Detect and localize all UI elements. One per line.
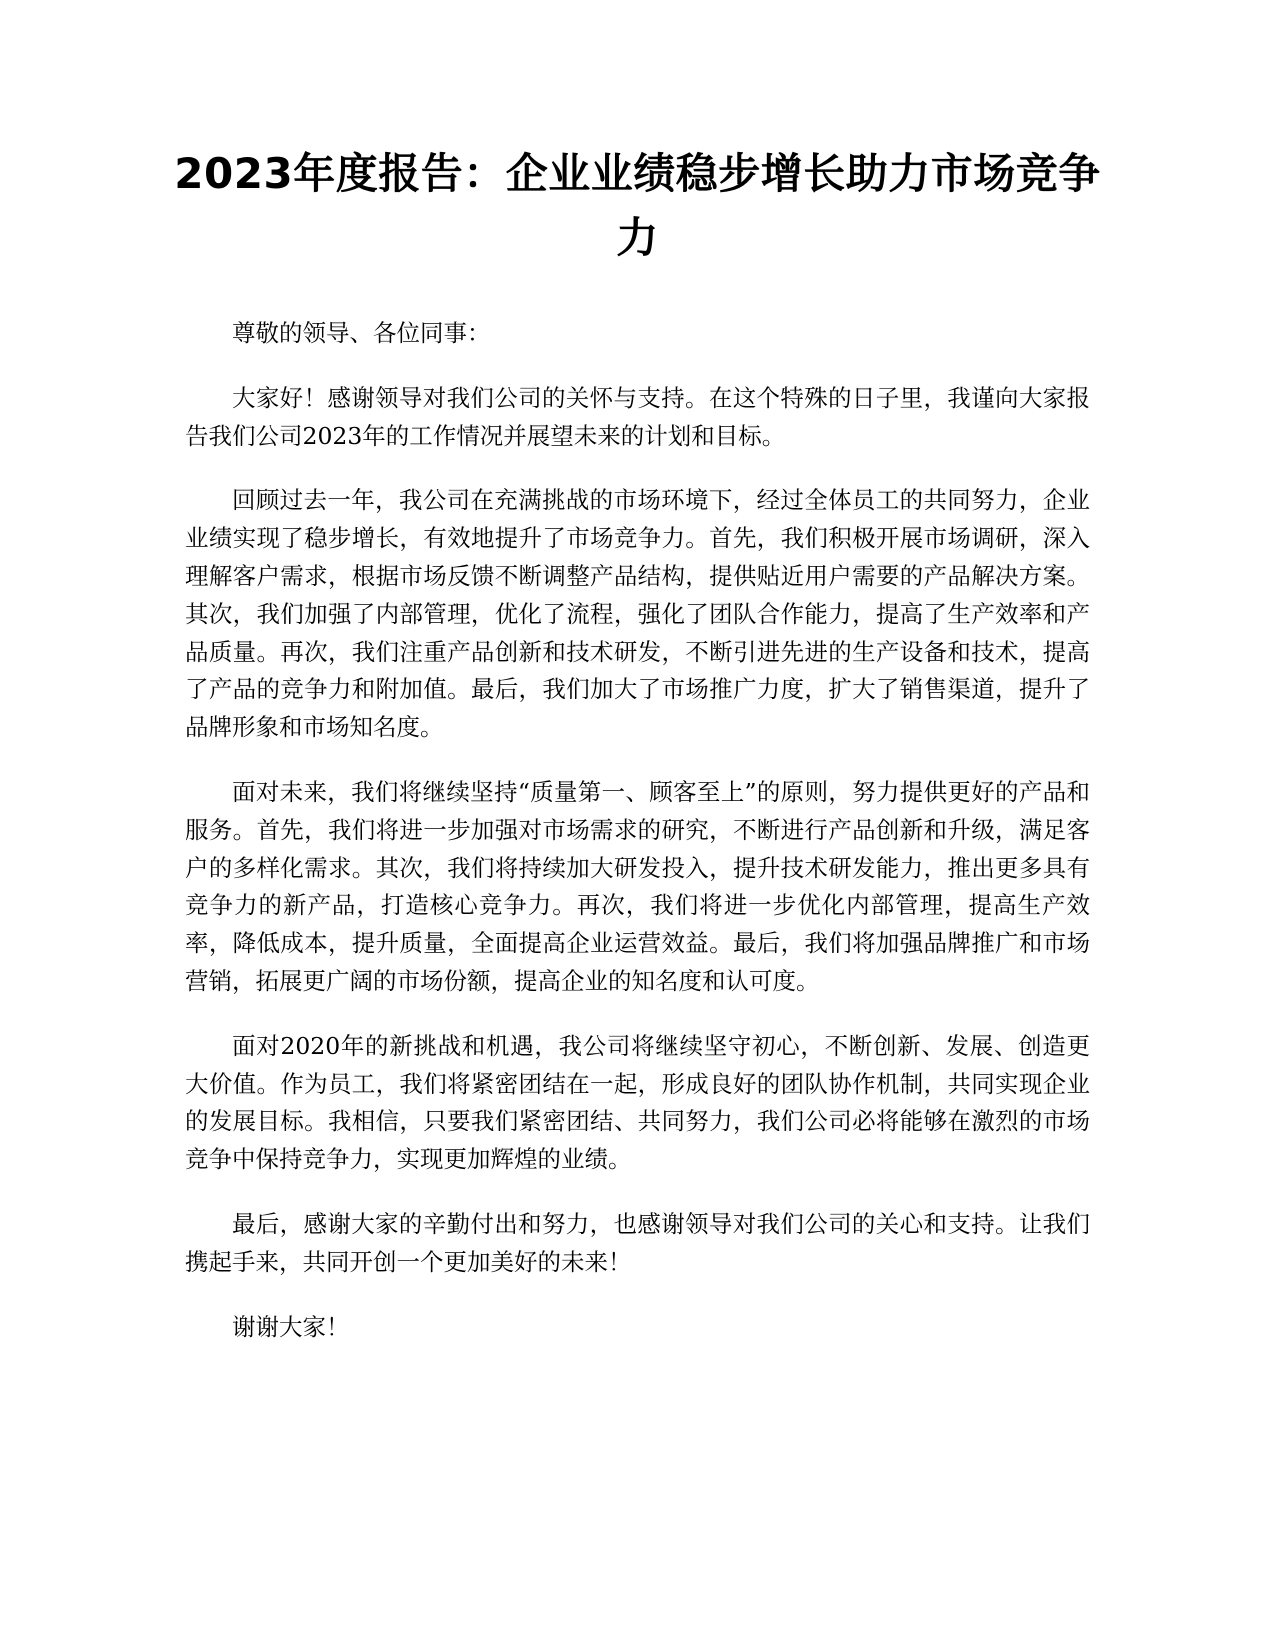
document-body [185, 315, 1090, 1373]
challenge-paragraph: 面对2020年的新挑战和机遇，我公司将继续坚守初心，不断创新、发展、创造更大价值。作为员工，我们将紧密团结在一起，形成良好的团队协作机制，共同实现企业的发展目标。我相信，只要我们紧密团结、共同努力，我们公司必将能够在激烈的市场竞争中保持竞争力，实现更加辉煌的业绩。 [185, 1031, 1090, 1174]
future-plan-paragraph: 面对未来，我们将继续坚持“质量第一、顾客至上”的原则，努力提供更好的产品和服务。首先，我们将进一步加强对市场需求的研究，不断进行产品创新和升级，满足客户的多样化需求。其次，我们将持续加大研发投入，提升技术研发能力，推出更多具有竞争力的新产品，打造核心竞争力。再次，我们将进一步优化内部管理，提高生产效率，降低成本，提升质量，全面提高企业运营效益。最后，我们将加强品牌推广和市场营销，拓展更广阔的市场份额，提高企业的知名度和认可度。 [185, 777, 1090, 995]
closing-paragraph: 谢谢大家！ [232, 1312, 350, 1341]
greeting-paragraph: 大家好！感谢领导对我们公司的关怀与支持。在这个特殊的日子里，我谨向大家报告我们公司2023年的工作情况并展望未来的计划和目标。 [185, 383, 1090, 450]
document-title: 2023年度报告：企业业绩稳步增长助力市场竞争力 [174, 149, 1101, 262]
thanks-paragraph: 最后，感谢大家的辛勤付出和努力，也感谢领导对我们公司的关心和支持。让我们携起手来，共同开创一个更加美好的未来！ [185, 1209, 1090, 1276]
salutation-paragraph: 尊敬的领导、各位同事： [232, 319, 491, 347]
review-paragraph: 回顾过去一年，我公司在充满挑战的市场环境下，经过全体员工的共同努力，企业业绩实现了稳步增长，有效地提升了市场竞争力。首先，我们积极开展市场调研，深入理解客户需求，根据市场反馈不断调整产品结构，提供贴近用户需要的产品解决方案。其次，我们加强了内部管理，优化了流程，强化了团队合作能力，提高了生产效率和产品质量。再次，我们注重产品创新和技术研发，不断引进先进的生产设备和技术，提高了产品的竞争力和附加值。最后，我们加大了市场推广力度，扩大了销售渠道，提升了品牌形象和市场知名度。 [185, 486, 1090, 742]
